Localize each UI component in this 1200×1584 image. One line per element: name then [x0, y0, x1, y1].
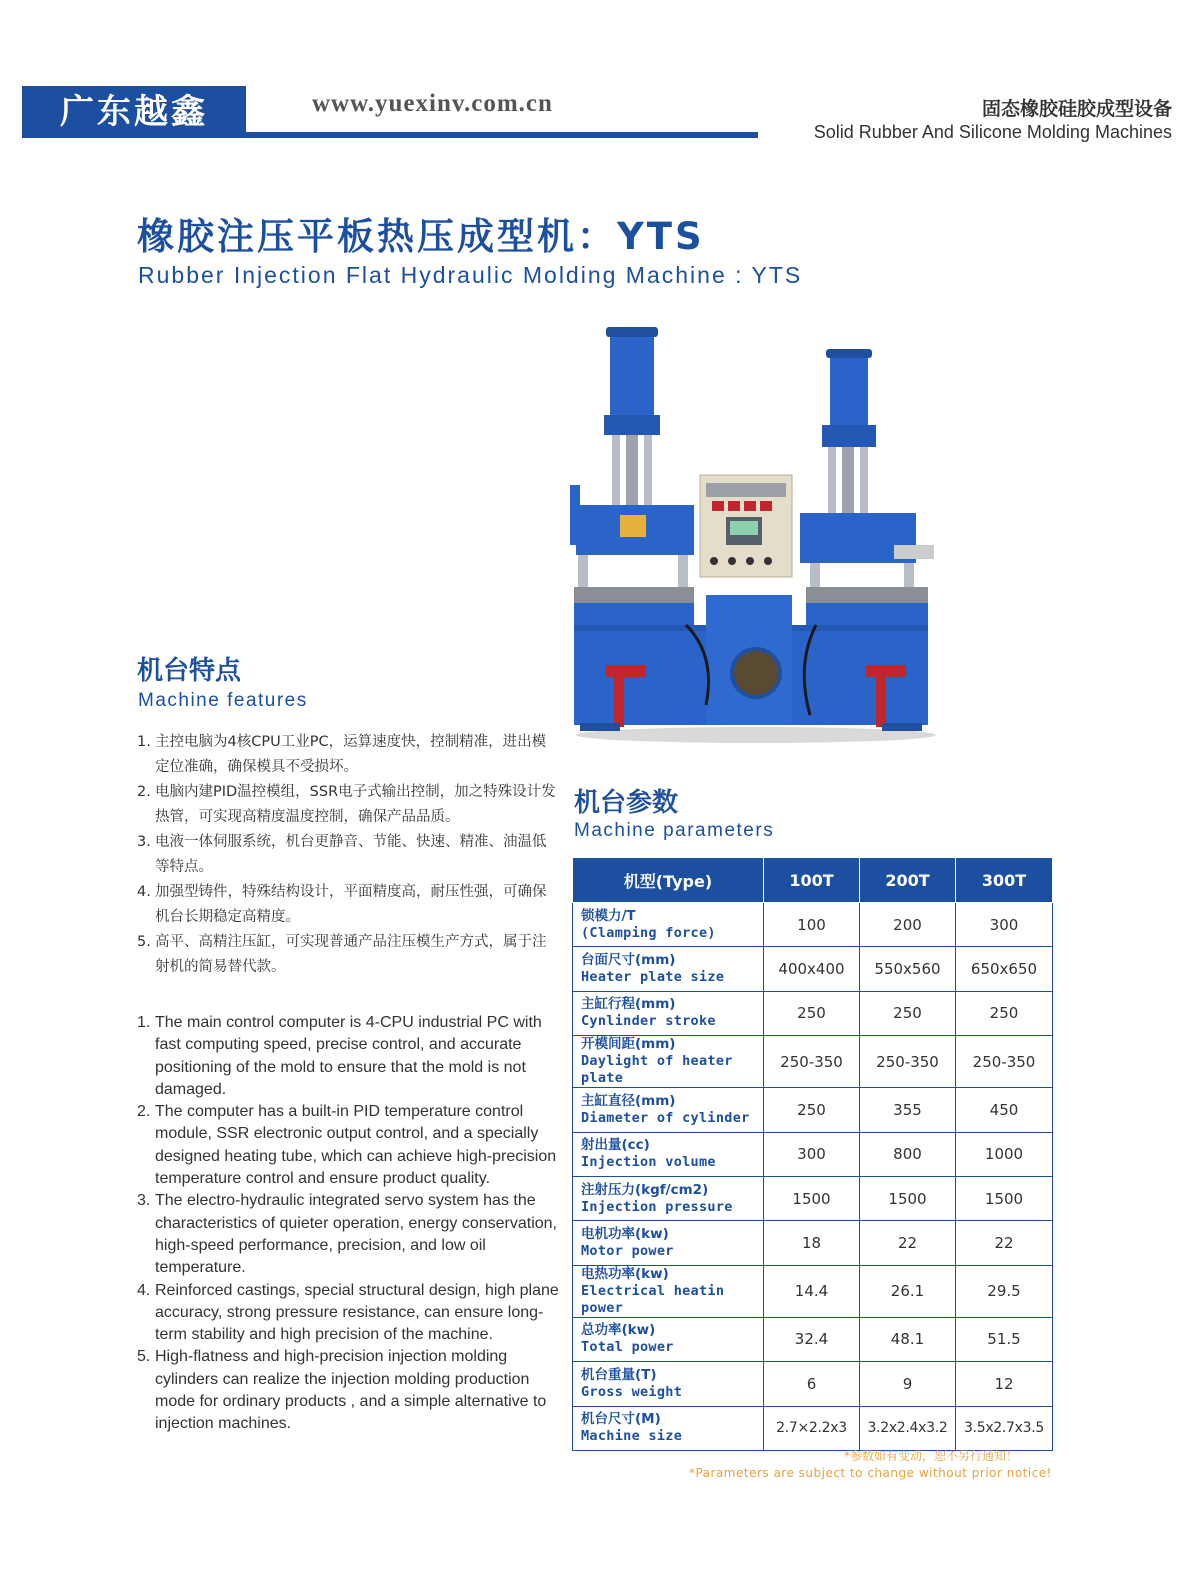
item-number: 2.	[137, 1103, 151, 1121]
parameter-label-cn: 注射压力(kgf/cm2)	[581, 1181, 709, 1198]
parameter-value: 6	[764, 1362, 860, 1406]
table-row	[573, 1265, 1053, 1317]
parameter-value: 1500	[956, 1176, 1053, 1220]
disclaimer-en: *Parameters are subject to change without prior notice!	[688, 1466, 1052, 1480]
column-header: 200T	[860, 858, 956, 903]
parameter-label-cn: 电机功率(kw)	[581, 1226, 669, 1243]
parameter-value: 400x400	[764, 947, 860, 991]
item-number: 5.	[137, 1348, 151, 1366]
list-item	[137, 1190, 567, 1279]
table-row	[573, 1317, 1053, 1361]
list-item	[137, 1280, 567, 1347]
brand-name: 广东越鑫	[60, 92, 208, 132]
list-item	[137, 730, 557, 780]
table-row	[573, 1132, 1053, 1176]
parameter-value: 18	[764, 1221, 860, 1265]
parameter-value: 250-350	[860, 1036, 956, 1088]
item-text: The main control computer is 4-CPU industrial PC with fast computing speed, precise control, and accurate positioning of the mold to ensure that the mold is not damaged.	[155, 1014, 542, 1098]
parameter-value: 29.5	[956, 1265, 1053, 1317]
item-number: 3.	[137, 834, 151, 850]
parameter-value: 355	[860, 1088, 956, 1132]
parameters-table	[572, 857, 1053, 1451]
table-row	[573, 903, 1053, 947]
parameter-value: 14.4	[764, 1265, 860, 1317]
parameter-value: 48.1	[860, 1317, 956, 1361]
parameter-label	[573, 1036, 764, 1088]
parameter-label	[573, 903, 764, 947]
parameter-value: 26.1	[860, 1265, 956, 1317]
list-item	[137, 780, 557, 830]
table-row	[573, 1406, 1053, 1450]
table-row	[573, 1362, 1053, 1406]
parameter-label-en: Motor power	[581, 1243, 674, 1260]
parameter-value: 450	[956, 1088, 1053, 1132]
item-number: 4.	[137, 884, 151, 900]
parameter-value: 300	[956, 903, 1053, 947]
parameter-label-en: Total power	[581, 1339, 674, 1356]
table-row	[573, 1088, 1053, 1132]
item-text: 高平、高精注压缸，可实现普通产品注压模生产方式，属于注射机的简易替代款。	[155, 934, 547, 975]
parameter-value: 51.5	[956, 1317, 1053, 1361]
parameter-label-en: (Clamping force)	[581, 924, 716, 941]
parameter-value: 22	[956, 1221, 1053, 1265]
table-row	[573, 991, 1053, 1035]
parameter-value: 650x650	[956, 947, 1053, 991]
parameter-value: 250	[764, 1088, 860, 1132]
parameter-value: 3.2x2.4x3.2	[860, 1406, 956, 1450]
parameter-value: 250-350	[764, 1036, 860, 1088]
parameter-value: 1500	[860, 1176, 956, 1220]
list-item	[137, 880, 557, 930]
item-text: Reinforced castings, special structural design, high plane accuracy, strong pressure resistance, can ensure long-term stability and high precision of the machine.	[155, 1281, 559, 1344]
parameter-label-en: Injection volume	[581, 1154, 716, 1171]
parameter-value: 2.7×2.2x3	[764, 1406, 860, 1450]
parameter-label	[573, 1406, 764, 1450]
table-row	[573, 1221, 1053, 1265]
parameters-table-body	[573, 903, 1053, 1451]
parameter-value: 9	[860, 1362, 956, 1406]
table-row	[573, 947, 1053, 991]
website-url[interactable]: www.yuexinv.com.cn	[312, 90, 553, 117]
list-item	[137, 1346, 567, 1435]
parameter-label-en: Electrical heatin power	[581, 1282, 725, 1316]
list-item	[137, 1012, 567, 1101]
parameter-label-cn: 主缸行程(mm)	[581, 996, 676, 1013]
table-header-row	[573, 858, 1053, 903]
features-heading-cn: 机台特点	[137, 656, 242, 686]
parameter-value: 12	[956, 1362, 1053, 1406]
item-number: 5.	[137, 934, 151, 950]
item-text: 电液一体伺服系统，机台更静音、节能、快速、精准、油温低等特点。	[155, 834, 547, 875]
item-text: 电脑内建PID温控模组，SSR电子式输出控制，加之特殊设计发热管，可实现高精度温度控制，确保产品品质。	[155, 784, 556, 825]
item-text: 加强型铸件，特殊结构设计，平面精度高，耐压性强，可确保机台长期稳定高精度。	[155, 884, 547, 925]
parameter-value: 1500	[764, 1176, 860, 1220]
parameter-label-cn: 射出量(cc)	[581, 1137, 650, 1154]
features-list-en	[137, 1012, 567, 1436]
parameter-value: 100	[764, 903, 860, 947]
column-header: 300T	[956, 858, 1053, 903]
parameter-label-en: Diameter of cylinder	[581, 1109, 750, 1126]
parameter-label	[573, 947, 764, 991]
table-row	[573, 1036, 1053, 1088]
column-header: 100T	[764, 858, 860, 903]
parameter-value: 250-350	[956, 1036, 1053, 1088]
parameter-value: 3.5x2.7x3.5	[956, 1406, 1053, 1450]
parameter-label-en: Gross weight	[581, 1383, 683, 1400]
list-item	[137, 930, 557, 980]
parameter-label-en: Cynlinder stroke	[581, 1013, 716, 1030]
category-cn: 固态橡胶硅胶成型设备	[981, 98, 1172, 120]
product-title-cn: 橡胶注压平板热压成型机：YTS	[137, 215, 705, 258]
parameter-label	[573, 1265, 764, 1317]
parameter-value: 1000	[956, 1132, 1053, 1176]
parameter-label-cn: 电热功率(kw)	[581, 1265, 669, 1282]
parameter-label	[573, 1317, 764, 1361]
parameter-label-cn: 机台尺寸(M)	[581, 1411, 661, 1428]
parameter-label-en: Daylight of heater plate	[581, 1053, 733, 1087]
parameter-label-cn: 总功率(kw)	[581, 1322, 656, 1339]
item-number: 2.	[137, 784, 151, 800]
parameter-value: 800	[860, 1132, 956, 1176]
parameter-label-cn: 锁模力/T	[581, 907, 636, 924]
item-number: 4.	[137, 1281, 151, 1299]
parameter-value: 22	[860, 1221, 956, 1265]
parameter-label	[573, 1132, 764, 1176]
features-heading-en: Machine features	[138, 690, 308, 711]
item-text: 主控电脑为4核CPU工业PC，运算速度快，控制精准，进出模定位准确，确保模具不受损坏。	[155, 734, 547, 775]
parameter-value: 300	[764, 1132, 860, 1176]
parameter-label-en: Injection pressure	[581, 1198, 733, 1215]
header-rule	[246, 132, 758, 138]
column-header: 机型(Type)	[573, 858, 764, 903]
parameter-value: 250	[860, 991, 956, 1035]
features-list-cn	[137, 730, 557, 980]
parameter-label	[573, 1088, 764, 1132]
parameter-label	[573, 1176, 764, 1220]
list-item	[137, 1101, 567, 1190]
disclaimer-cn: *参数如有变动，恕不另行通知！	[843, 1449, 1018, 1463]
item-number: 1.	[137, 734, 151, 750]
parameter-label-cn: 主缸直径(mm)	[581, 1092, 676, 1109]
parameter-value: 550x560	[860, 947, 956, 991]
parameter-value: 200	[860, 903, 956, 947]
parameter-label	[573, 1362, 764, 1406]
parameter-label-cn: 台面尺寸(mm)	[581, 952, 676, 969]
item-number: 1.	[137, 1014, 151, 1031]
parameter-label-cn: 机台重量(T)	[581, 1366, 657, 1383]
parameter-value: 32.4	[764, 1317, 860, 1361]
table-row	[573, 1176, 1053, 1220]
parameters-heading-en: Machine parameters	[574, 820, 775, 841]
parameter-label-en: Machine size	[581, 1428, 683, 1445]
parameter-label-cn: 开模间距(mm)	[581, 1036, 676, 1053]
machine-image	[566, 325, 946, 745]
parameter-value: 250	[956, 991, 1053, 1035]
list-item	[137, 830, 557, 880]
item-text: High-flatness and high-precision injection molding cylinders can realize the injection molding production mode for ordinary products , and a simple alternative to injection machines.	[155, 1348, 547, 1433]
category-en: Solid Rubber And Silicone Molding Machines	[813, 122, 1172, 142]
parameter-label-en: Heater plate size	[581, 969, 725, 986]
item-text: The computer has a built-in PID temperature control module, SSR electronic output control, and a specially designed heating tube, which can achieve high-precision temperature control and ensure product quality.	[155, 1103, 557, 1188]
item-number: 3.	[137, 1192, 151, 1210]
parameter-value: 250	[764, 991, 860, 1035]
product-title-en: Rubber Injection Flat Hydraulic Molding Machine : YTS	[138, 262, 803, 288]
parameter-label	[573, 1221, 764, 1265]
parameters-heading-cn: 机台参数	[574, 788, 679, 818]
parameter-label	[573, 991, 764, 1035]
item-text: The electro-hydraulic integrated servo system has the characteristics of quieter operation, energy conservation, high-speed performance, precision, and low oil temperature.	[155, 1192, 557, 1277]
